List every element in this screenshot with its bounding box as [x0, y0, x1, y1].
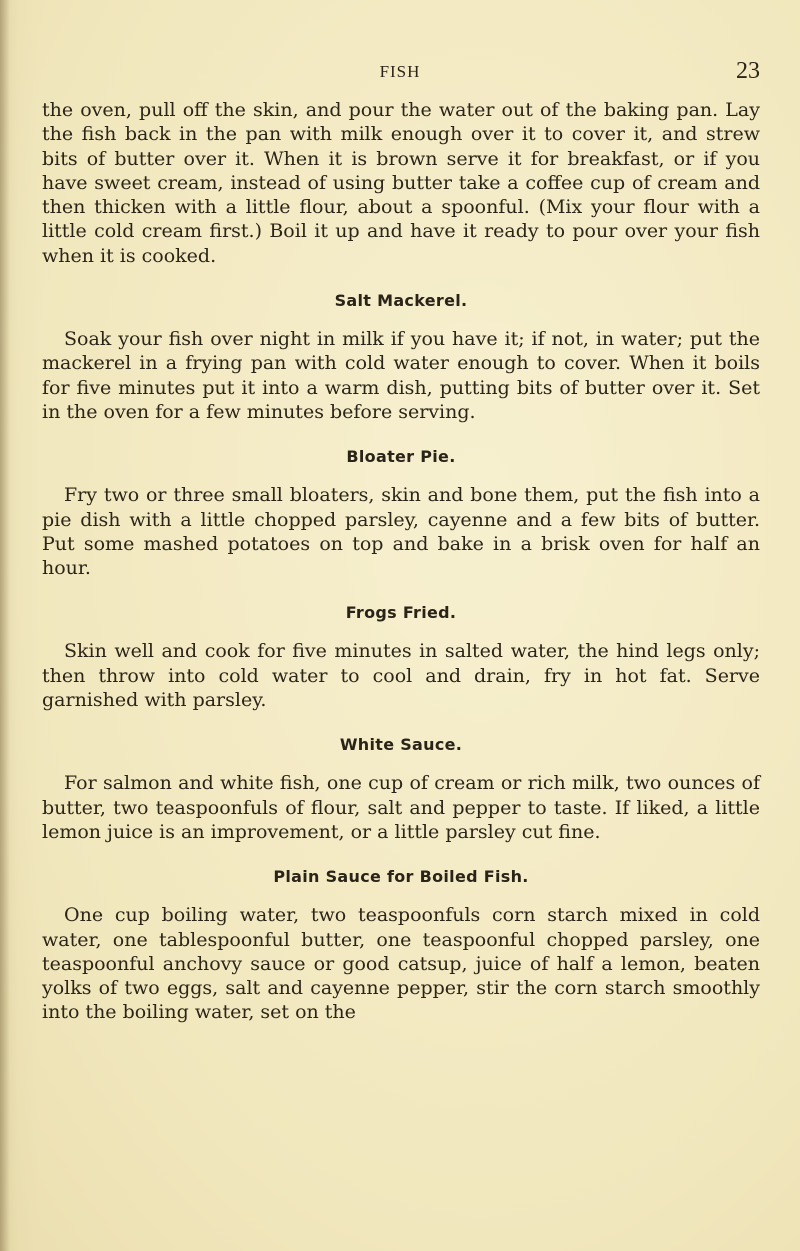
recipe-text-white-sauce: For salmon and white fish, one cup of cream or rich milk, two ounces of butter, two teaspoonfuls of flour, salt and pepper to taste. If liked, a little lemon juice is an improvement, or a little parsley cut fine.	[42, 772, 760, 843]
recipe-text-salt-mackerel: Soak your fish over night in milk if you have it; if not, in water; put the mackerel in a frying pan with cold water enough to cover. When it boils for five minutes put it into a warm dish, putting bits of butter over it. Set in the oven for a few minutes before serving.	[42, 328, 760, 423]
running-head	[40, 58, 760, 88]
continued-paragraph: the oven, pull off the skin, and pour the water out of the baking pan. Lay the fish back in the pan with milk enough over it to cover it, and strew bits of butter over it. When it is brown serve it for breakfast, or if you have sweet cream, instead of using butter take a coffee cup of cream and then thicken with a little flour, about a spoonful. (Mix your flour with a little cold cream first.) Boil it up and have it ready to pour over your fish when it is cooked.	[42, 99, 760, 267]
recipe-title-frogs-fried: Frogs Fried.	[345, 603, 457, 623]
running-head-title: FISH	[379, 62, 421, 81]
page-edge-shadow	[0, 0, 10, 1251]
recipe-title-white-sauce: White Sauce.	[339, 735, 463, 755]
recipe-title-bloater-pie: Bloater Pie.	[346, 447, 456, 467]
page-number: 23	[736, 58, 760, 84]
recipe-text-plain-sauce: One cup boiling water, two teaspoonfuls corn starch mixed in cold water, one tablespoonful butter, one teaspoonful chopped parsley, one teaspoonful anchovy sauce or good catsup, juice of half a lemon, beaten yolks of two eggs, salt and cayenne pepper, stir the corn starch smoothly into the boiling water, set on the	[42, 904, 760, 1024]
page-body	[42, 98, 760, 1025]
recipe-text-bloater-pie: Fry two or three small bloaters, skin and bone them, put the fish into a pie dish with a little chopped parsley, cayenne and a few bits of butter. Put some mashed potatoes on top and bake in a brisk oven for half an hour.	[42, 484, 760, 580]
recipe-title-salt-mackerel: Salt Mackerel.	[334, 291, 468, 311]
recipe-title-plain-sauce: Plain Sauce for Boiled Fish.	[273, 867, 529, 887]
recipe-text-frogs-fried: Skin well and cook for five minutes in salted water, the hind legs only; then throw into cold water to cool and drain, fry in hot fat. Serve garnished with parsley.	[42, 640, 760, 712]
